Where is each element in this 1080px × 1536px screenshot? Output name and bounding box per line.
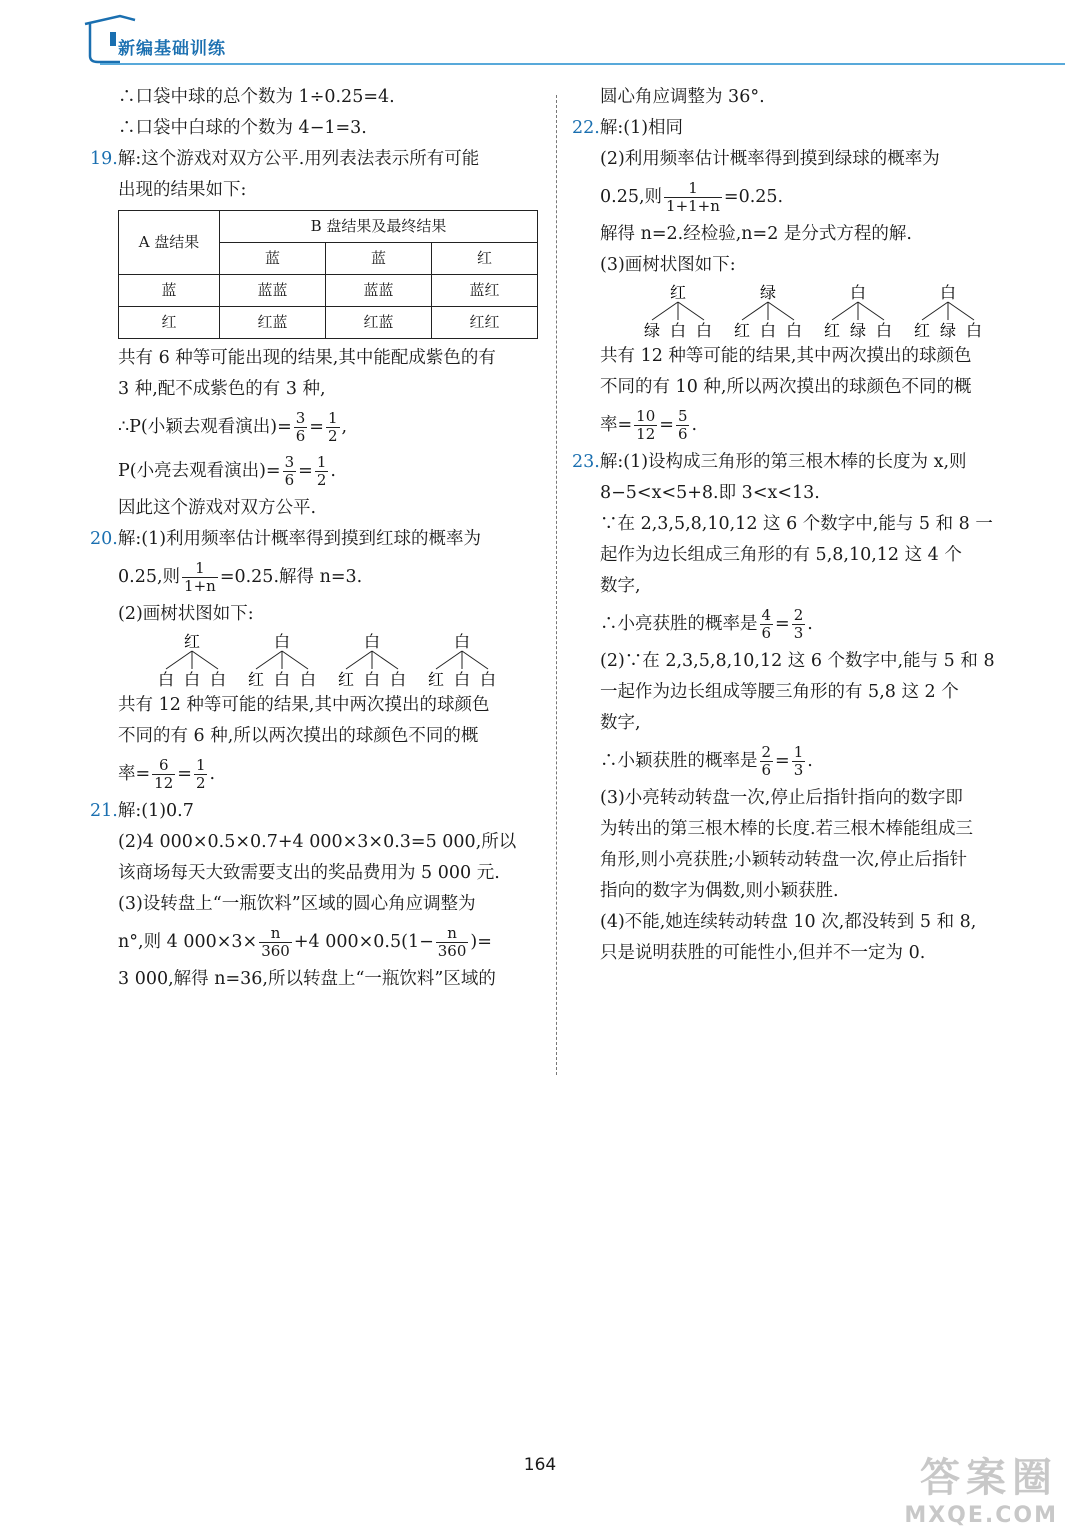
text-line: (2)利用频率估计概率得到摸到绿球的概率为 [600,149,940,169]
probability-line: 率= $\frac{10}{12}$ = $\frac{5}{6}$ . [600,407,698,443]
tree [246,632,318,688]
svg-text:红: 红 [733,321,751,339]
svg-text:白: 白 [453,670,471,688]
text-line: 起作为边长组成三角形的有 5,8,10,12 这 4 个 [600,545,962,565]
svg-text:红: 红 [823,321,841,339]
svg-text:白: 白 [273,632,291,651]
fraction: $\frac{1}{3}$ [793,743,804,779]
table-cell: 蓝红 [431,275,537,307]
fraction: $\frac{5}{6}$ [677,407,688,443]
text-line: (4)不能,她连续转动转盘 10 次,都没转到 5 和 8, [600,912,977,932]
table-row [119,275,538,307]
text-span: P(小亮去观看演出)= [118,461,281,481]
text-line: 3 种,配不成紫色的有 3 种, [118,379,326,399]
text-line: 角形,则小亮获胜;小颖转动转盘一次,停止后指针 [600,850,968,870]
fraction: $\frac{6}{12}$ [154,756,174,792]
table-header-cell: 红 [431,243,537,275]
question-number: 20. [90,529,118,549]
svg-text:白: 白 [363,632,381,651]
svg-text:红: 红 [427,670,445,688]
text-span: n°,则 4 000×3× [118,932,258,952]
svg-text:白: 白 [273,670,291,688]
fraction: $\frac{3}{6}$ [284,453,295,489]
table-header-cell: 蓝 [220,243,326,275]
text-line: ∵在 2,3,5,8,10,12 这 6 个数字中,能与 5 和 8 一 [600,514,993,534]
fraction: $\frac{n}{360}$ [261,924,290,960]
svg-text:绿: 绿 [643,321,661,339]
text-span: ∴小颖获胜的概率是 [600,751,758,771]
question-number: 21. [90,801,118,821]
text-line: 出现的结果如下: [118,180,247,200]
text-line: 8−5<x<5+8.即 3<x<13. [600,483,820,503]
column-divider [556,95,557,1075]
text-line: 解:(1)利用频率估计概率得到摸到红球的概率为 [117,529,482,549]
text-line: 不同的有 6 种,所以两次摸出的球颜色不同的概 [118,726,479,746]
svg-text:绿: 绿 [939,321,957,339]
text-line: (2)画树状图如下: [118,604,254,624]
probability-line: ∴小颖获胜的概率是 $\frac{2}{6}$ = $\frac{1}{3}$ . [600,743,813,779]
text-line: (3)设转盘上“一瓶饮料”区域的圆心角应调整为 [118,894,476,914]
table-corner-cell: A 盘结果 [119,211,220,275]
text-line: 共有 12 种等可能的结果,其中两次摸出的球颜色 [600,346,972,366]
text-line: 圆心角应调整为 36°. [600,87,765,107]
svg-text:白: 白 [939,283,957,302]
tree [156,632,228,688]
table-cell: 红 [119,307,220,339]
question-number: 22. [572,118,600,138]
text-line: ∴口袋中球的总个数为 1÷0.25=4. [118,87,395,107]
svg-text:红: 红 [669,283,687,302]
svg-text:白: 白 [363,670,381,688]
text-line: (3)小亮转动转盘一次,停止后指针指向的数字即 [600,788,963,808]
text-line: (2)4 000×0.5×0.7+4 000×3×0.3=5 000,所以 [118,832,517,852]
svg-text:白: 白 [183,670,201,688]
header-rule [100,63,1065,65]
text-line: 解:这个游戏对双方公平.用列表法表示所有可能 [117,149,480,169]
svg-text:白: 白 [849,283,867,302]
probability-line: P(小亮去观看演出)= $\frac{3}{6}$ = $\frac{1}{2}$ . [118,453,336,489]
header-title: 新编基础训练 [118,39,226,59]
text-line: 为转出的第三根木棒的长度.若三根木棒能组成三 [600,819,974,839]
probability-line: 率= $\frac{6}{12}$ = $\frac{1}{2}$ . [118,756,216,792]
text-line: 共有 12 种等可能的结果,其中两次摸出的球颜色 [118,695,490,715]
text-span: ∴P(小颖去观看演出)= [118,417,292,437]
svg-text:红: 红 [247,670,265,688]
text-line: 解:(1)相同 [599,118,684,138]
tree [642,283,714,339]
text-span: ∴小亮获胜的概率是 [600,614,758,634]
tree [732,283,804,339]
text-line: 共有 6 种等可能出现的结果,其中能配成紫色的有 [118,348,496,368]
text-line: 解:(1)设构成三角形的第三根木棒的长度为 x,则 [599,452,967,472]
text-line: 只是说明获胜的可能性小,但并不一定为 0. [600,943,926,963]
fraction: $\frac{10}{12}$ [636,407,656,443]
fraction: $\frac{2}{3}$ [793,606,804,642]
watermark [904,1446,1058,1528]
tree [336,632,408,688]
svg-text:白: 白 [299,670,317,688]
question-number: 23. [572,452,600,472]
question-number: 19. [90,149,118,169]
fraction: $\frac{1}{1+1+n}$ [666,179,720,215]
svg-text:绿: 绿 [759,283,777,302]
table-cell: 红红 [431,307,537,339]
table-cell: 蓝 [119,275,220,307]
fraction: $\frac{4}{6}$ [761,606,772,642]
page-header [0,0,1080,70]
table-group-header: B 盘结果及最终结果 [220,211,538,243]
svg-text:白: 白 [479,670,497,688]
fraction: $\frac{1}{2}$ [327,409,338,445]
text-line: 一起作为边长组成等腰三角形的有 5,8 这 2 个 [600,682,959,702]
results-table [118,210,538,339]
svg-text:白: 白 [695,321,713,339]
text-span: 0.25,则 [118,567,181,587]
text-span: =0.25.解得 n=3. [219,567,363,587]
page-number: 164 [523,1455,557,1475]
table-row [119,307,538,339]
table-cell: 蓝蓝 [325,275,431,307]
fraction: $\frac{3}{6}$ [295,409,306,445]
text-span: 0.25,则 [600,187,663,207]
right-column [572,82,1032,969]
watermark-url: MXQE.COM [904,1503,1058,1528]
text-span: 率= [600,415,633,435]
text-line: 不同的有 10 种,所以两次摸出的球颜色不同的概 [600,377,972,397]
svg-text:白: 白 [157,670,175,688]
text-span: )= [470,932,492,952]
equation-line [572,175,1032,219]
text-span: =0.25. [723,187,784,207]
fraction: $\frac{2}{6}$ [761,743,772,779]
text-line: 解:(1)0.7 [117,801,194,821]
text-line: ∴口袋中白球的个数为 4−1=3. [118,118,367,138]
text-line: 因此这个游戏对双方公平. [118,498,317,518]
left-column [90,82,540,995]
text-line: 指向的数字为偶数,则小颖获胜. [600,881,839,901]
table-cell: 红蓝 [220,307,326,339]
svg-text:白: 白 [965,321,983,339]
table-cell: 红蓝 [325,307,431,339]
table-cell: 蓝蓝 [220,275,326,307]
tree [912,283,984,339]
watermark-text: 答案圈 [920,1455,1058,1501]
svg-text:白: 白 [209,670,227,688]
fraction: $\frac{n}{360}$ [437,924,467,960]
tree [426,632,498,688]
text-line: 该商场每天大致需要支出的奖品费用为 5 000 元. [118,863,500,883]
text-line: 数字, [600,576,641,596]
svg-text:白: 白 [759,321,777,339]
svg-text:红: 红 [337,670,355,688]
text-span: 率= [118,764,151,784]
probability-line: ∴P(小颖去观看演出)= $\frac{3}{6}$ = $\frac{1}{2}$ , [118,409,348,445]
tree-diagram-q20 [90,632,540,688]
text-line: 数字, [600,713,641,733]
equation-line [90,920,540,964]
svg-text:红: 红 [913,321,931,339]
probability-line: ∴小亮获胜的概率是 $\frac{4}{6}$ = $\frac{2}{3}$ . [600,606,813,642]
text-line: 3 000,解得 n=36,所以转盘上“一瓶饮料”区域的 [118,969,496,989]
text-line: (2)∵在 2,3,5,8,10,12 这 6 个数字中,能与 5 和 8 [600,651,995,671]
equation-line [90,555,540,599]
svg-text:白: 白 [875,321,893,339]
svg-text:白: 白 [669,321,687,339]
fraction: $\frac{1}{2}$ [316,453,327,489]
svg-text:白: 白 [389,670,407,688]
text-line: 解得 n=2.经检验,n=2 是分式方程的解. [600,224,912,244]
table-header-cell: 蓝 [325,243,431,275]
fraction: $\frac{1}{1+n}$ [184,559,216,595]
svg-text:白: 白 [785,321,803,339]
tree-diagram-q22 [572,283,1032,339]
text-line: (3)画树状图如下: [600,255,736,275]
fraction: $\frac{1}{2}$ [195,756,206,792]
tree [822,283,894,339]
text-span: +4 000×0.5(1− [293,932,434,952]
svg-text:绿: 绿 [849,321,867,339]
svg-text:白: 白 [453,632,471,651]
svg-text:红: 红 [183,632,201,651]
